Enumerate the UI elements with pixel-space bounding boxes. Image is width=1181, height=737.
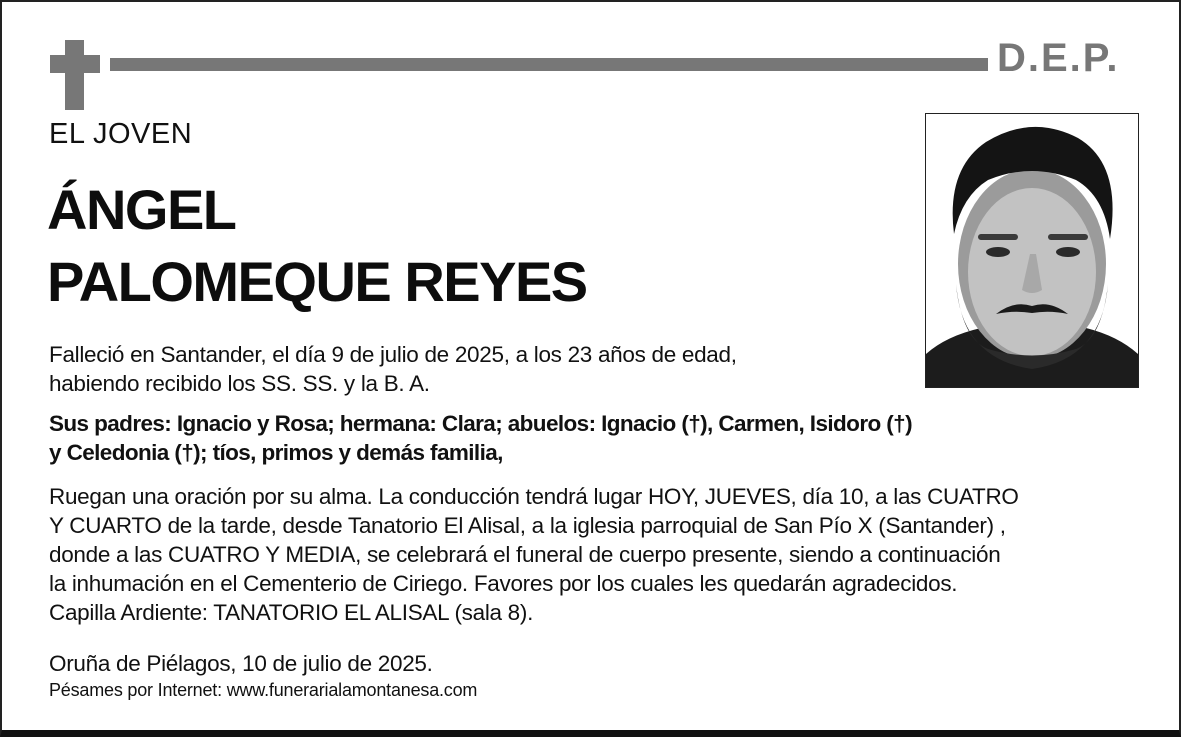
ceremony-line: Y CUARTO de la tarde, desde Tanatorio El Alisal, a la iglesia parroquial de San Pío X (Santander) , <box>49 513 1006 538</box>
ceremony-line: Ruegan una oración por su alma. La conducción tendrá lugar HOY, JUEVES, día 10, a las CUATRO <box>49 484 1019 509</box>
family-line: Sus padres: Ignacio y Rosa; hermana: Clara; abuelos: Ignacio (†), Carmen, Isidoro (†) <box>49 411 912 436</box>
place-date: Oruña de Piélagos, 10 de julio de 2025. <box>49 651 433 676</box>
death-notice-line: habiendo recibido los SS. SS. y la B. A. <box>49 371 430 396</box>
death-notice <box>49 340 1149 398</box>
condolences-web: Pésames por Internet: www.funerarialamontanesa.com <box>49 680 478 700</box>
family-line: y Celedonia (†); tíos, primos y demás familia, <box>49 440 503 465</box>
death-notice-line: Falleció en Santander, el día 9 de julio de 2025, a los 23 años de edad, <box>49 342 737 367</box>
family-list <box>49 409 1149 467</box>
deceased-surnames: PALOMEQUE REYES <box>47 250 587 313</box>
dep-badge: D.E.P. <box>997 36 1120 80</box>
ceremony-line: donde a las CUATRO Y MEDIA, se celebrará el funeral de cuerpo presente, siendo a continuación <box>49 542 1001 567</box>
ceremony-line: la inhumación en el Cementerio de Ciriego. Favores por los cuales les quedarán agradecidos. <box>49 571 958 596</box>
deceased-first-name: ÁNGEL <box>47 178 236 241</box>
ceremony-line: Capilla Ardiente: TANATORIO EL ALISAL (sala 8). <box>49 600 534 625</box>
ceremony-details <box>49 482 1149 627</box>
header-rule <box>110 58 988 71</box>
deceased-prefix: EL JOVEN <box>49 118 193 150</box>
